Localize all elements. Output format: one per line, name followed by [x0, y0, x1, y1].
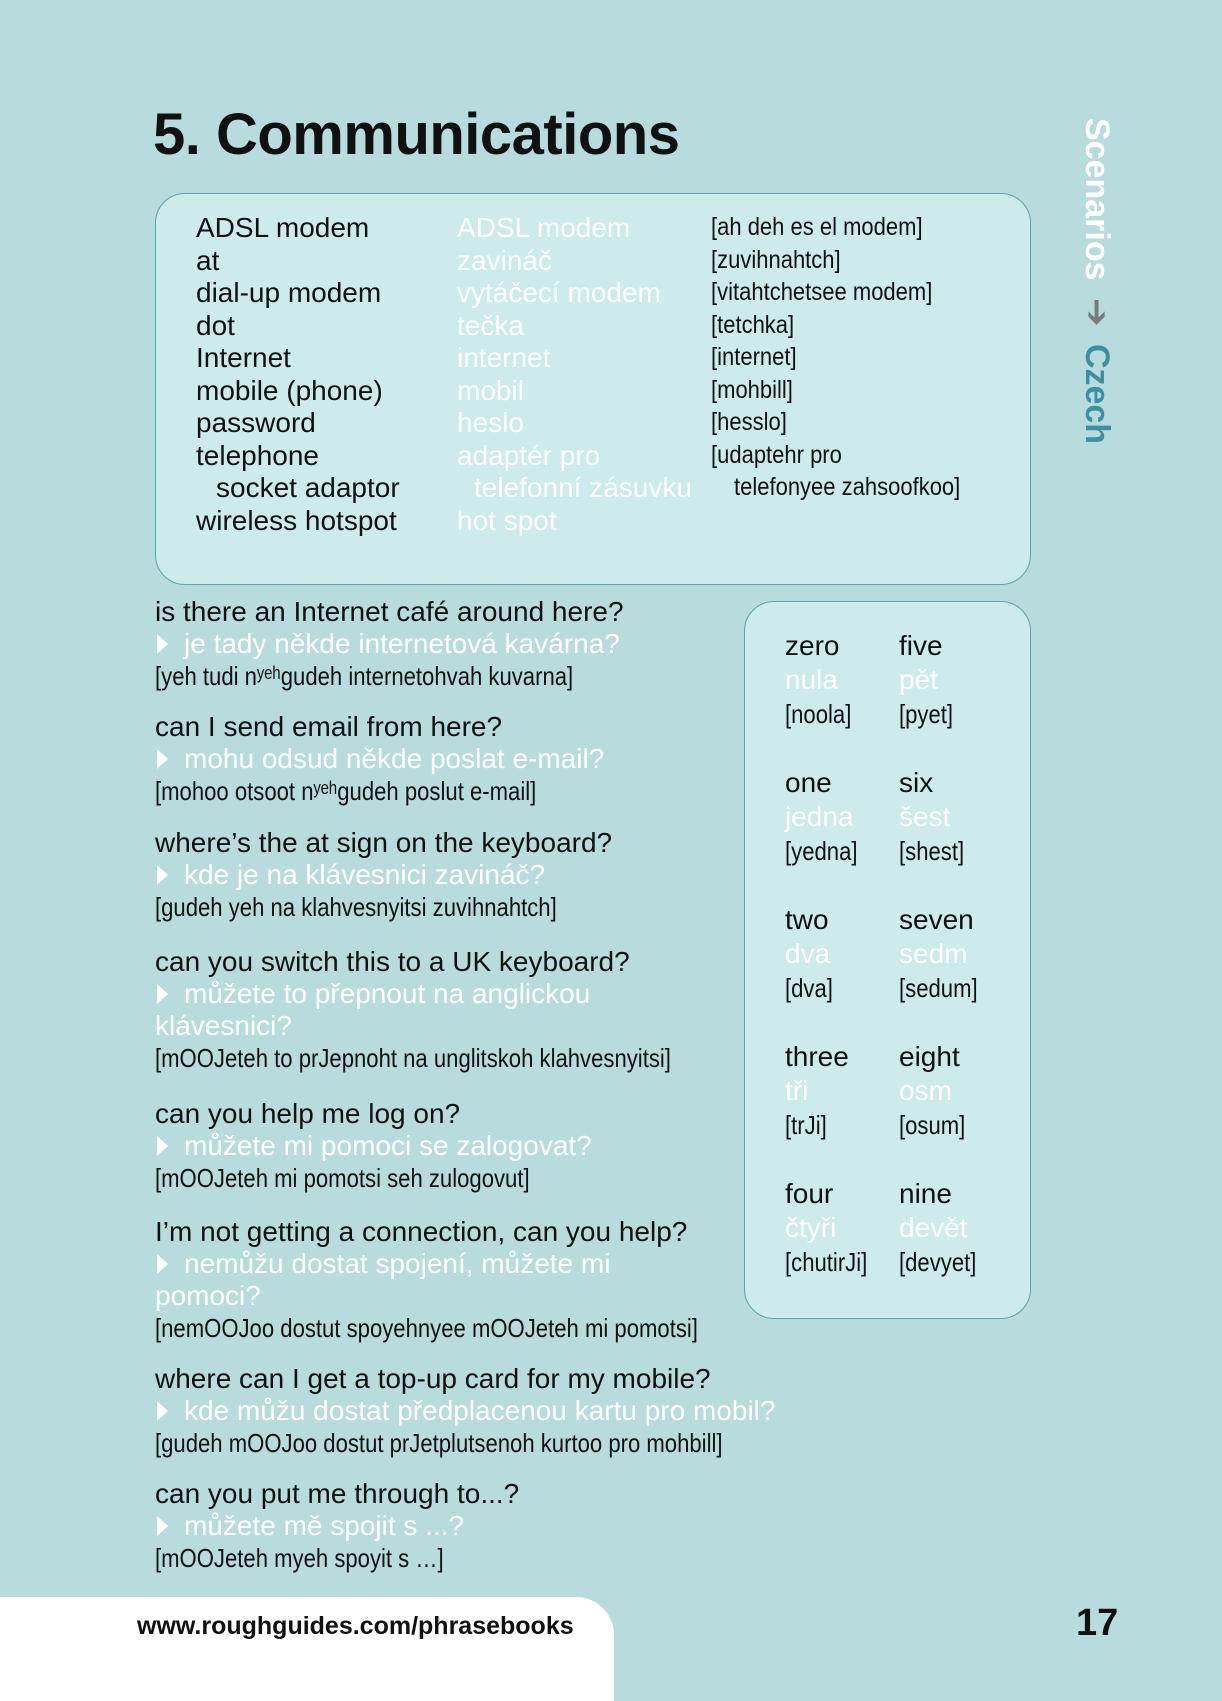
vocab-row	[156, 471, 1030, 504]
number-english: four	[785, 1178, 834, 1209]
vocab-english: dial-up modem	[196, 277, 382, 308]
number-english: nine	[899, 1178, 952, 1209]
language-label: Czech	[1078, 343, 1116, 445]
phrase-item	[155, 1363, 1005, 1459]
phrase-pronunciation: [mOOJeteh myeh spoyit s …]	[155, 1543, 444, 1573]
number-english: six	[899, 767, 934, 798]
number-pronunciation: [shest]	[899, 836, 965, 866]
number-item	[785, 903, 841, 1005]
play-triangle-icon	[157, 865, 168, 885]
vocab-czech: zavináč	[457, 245, 552, 276]
phrase-pronunciation: [mOOJeteh mi pomotsi seh zulogovut]	[155, 1163, 530, 1193]
vocab-row	[156, 504, 1030, 537]
phrase-english: can you help me log on?	[155, 1098, 461, 1129]
number-czech: sedm	[899, 938, 968, 969]
vocab-czech: mobil	[457, 375, 524, 406]
phrase-item	[155, 1478, 755, 1574]
number-pronunciation: [sedum]	[899, 973, 978, 1003]
vocab-english: mobile (phone)	[196, 375, 383, 406]
phrase-english: is there an Internet café around here?	[155, 596, 624, 627]
phrase-english: I’m not getting a connection, can you help?	[155, 1216, 688, 1247]
phrase-item	[155, 1216, 745, 1344]
phrase-item	[155, 946, 755, 1074]
number-czech: devět	[899, 1212, 968, 1243]
number-english: zero	[785, 630, 840, 661]
number-english: three	[785, 1041, 849, 1072]
phrase-item	[155, 596, 755, 692]
vocab-english: wireless hotspot	[196, 505, 397, 536]
phrase-english: where’s the at sign on the keyboard?	[155, 827, 613, 858]
vocab-row	[156, 406, 1030, 439]
play-triangle-icon	[157, 1254, 168, 1274]
number-english: five	[899, 630, 943, 661]
number-item	[899, 766, 976, 868]
vocab-row	[156, 309, 1030, 342]
play-triangle-icon	[157, 1401, 168, 1421]
vocab-pronunciation: [hesslo]	[711, 408, 787, 436]
vocab-pronunciation: [vitahtchetsee modem]	[711, 278, 933, 306]
vocab-czech: hot spot	[457, 505, 557, 536]
vocab-english: telephone	[196, 440, 320, 471]
number-item	[899, 629, 963, 731]
vocab-pronunciation: [internet]	[711, 343, 797, 371]
number-item	[785, 629, 863, 731]
number-english: seven	[899, 904, 974, 935]
phrase-pronunciation: [gudeh mOOJoo dostut prJetplutsenoh kurtoo pro mohbill]	[155, 1428, 723, 1458]
page-title: 5. Communications	[153, 102, 680, 167]
number-czech: čtyři	[785, 1212, 837, 1243]
phrase-english: where can I get a top-up card for my mobile?	[155, 1363, 711, 1394]
play-triangle-icon	[157, 634, 168, 654]
play-triangle-icon	[157, 984, 168, 1004]
number-item	[899, 1177, 990, 1279]
number-czech: jedna	[785, 801, 854, 832]
number-pronunciation: [trJi]	[785, 1110, 827, 1140]
vocab-english: at	[196, 245, 220, 276]
vocab-english: socket adaptor	[216, 472, 400, 503]
vocab-row	[156, 439, 1030, 472]
play-triangle-icon	[157, 1516, 168, 1536]
number-czech: dva	[785, 938, 831, 969]
play-triangle-icon	[157, 749, 168, 769]
phrase-czech: kde je na klávesnici zavináč?	[155, 859, 755, 891]
vocab-pronunciation: [tetchka]	[711, 311, 795, 339]
vocab-pronunciation: [udaptehr pro	[711, 441, 842, 469]
vocab-row	[156, 341, 1030, 374]
vocab-czech: telefonní zásuvku	[474, 472, 692, 503]
phrase-czech-continued: klávesnici?	[155, 1010, 292, 1041]
vocab-english: Internet	[196, 342, 291, 373]
vocab-pronunciation: telefonyee zahsoofkoo]	[734, 473, 961, 501]
number-item	[899, 903, 992, 1005]
number-item	[785, 766, 870, 868]
phrase-item	[155, 827, 755, 923]
vocab-czech: adaptér pro	[457, 440, 601, 471]
section-label: Scenarios	[1078, 118, 1116, 281]
vocab-czech: heslo	[457, 407, 524, 438]
phrase-czech: můžete to přepnout na anglickou	[155, 978, 755, 1010]
number-english: one	[785, 767, 832, 798]
phrase-pronunciation: [gudeh yeh na klahvesnyitsi zuvihnahtch]	[155, 892, 557, 922]
number-czech: nula	[785, 664, 838, 695]
vocab-pronunciation: [mohbill]	[711, 376, 793, 404]
phrase-czech: kde můžu dostat předplacenou kartu pro mobil?	[155, 1395, 1005, 1427]
numbers-box	[744, 601, 1031, 1319]
footer-url-link[interactable]: www.roughguides.com/phrasebooks	[137, 1612, 574, 1640]
number-pronunciation: [devyet]	[899, 1247, 977, 1277]
page-number: 17	[1076, 1602, 1119, 1644]
play-triangle-icon	[157, 1136, 168, 1156]
phrase-czech: můžete mě spojit s ...?	[155, 1510, 755, 1542]
phrase-pronunciation: [yeh tudi nʸᵉʰgudeh internetohvah kuvarna]	[155, 661, 574, 691]
number-item	[899, 1040, 977, 1142]
vocab-row	[156, 276, 1030, 309]
vocab-english: ADSL modem	[196, 212, 370, 243]
phrase-english: can you put me through to...?	[155, 1478, 520, 1509]
number-pronunciation: [noola]	[785, 699, 852, 729]
number-item	[785, 1177, 882, 1279]
number-pronunciation: [yedna]	[785, 836, 858, 866]
number-czech: pět	[899, 664, 938, 695]
number-czech: osm	[899, 1075, 952, 1106]
phrase-item	[155, 1098, 755, 1194]
phrase-pronunciation: [nemOOJoo dostut spoyehnyee mOOJeteh mi pomotsi]	[155, 1313, 698, 1343]
vocab-pronunciation: [ah deh es el modem]	[711, 213, 923, 241]
phrase-czech: je tady někde internetová kavárna?	[155, 628, 755, 660]
phrase-czech: můžete mi pomoci se zalogovat?	[155, 1130, 755, 1162]
phrase-english: can you switch this to a UK keyboard?	[155, 946, 630, 977]
vocabulary-box	[155, 193, 1031, 585]
vocab-czech: vytáčecí modem	[457, 277, 661, 308]
vocab-czech: tečka	[457, 310, 524, 341]
vocab-czech: ADSL modem	[457, 212, 631, 243]
section-tab	[1080, 118, 1114, 444]
phrase-english: can I send email from here?	[155, 711, 503, 742]
number-item	[785, 1040, 849, 1142]
phrase-czech: nemůžu dostat spojení, můžete mi	[155, 1248, 745, 1280]
phrase-czech-continued: pomoci?	[155, 1280, 261, 1311]
vocab-row	[156, 244, 1030, 277]
vocab-czech: internet	[457, 342, 551, 373]
phrase-item	[155, 711, 755, 807]
vocab-english: password	[196, 407, 316, 438]
phrase-pronunciation: [mohoo otsoot nʸᵉʰgudeh poslut e-mail]	[155, 776, 537, 806]
arrow-icon: ➔	[1078, 297, 1116, 327]
vocab-english: dot	[196, 310, 235, 341]
phrase-pronunciation: [mOOJeteh to prJepnoht na unglitskoh klahvesnyitsi]	[155, 1043, 671, 1073]
vocab-row	[156, 374, 1030, 407]
number-czech: šest	[899, 801, 951, 832]
number-english: eight	[899, 1041, 960, 1072]
vocab-row	[156, 211, 1030, 244]
number-pronunciation: [osum]	[899, 1110, 966, 1140]
number-pronunciation: [dva]	[785, 973, 833, 1003]
number-czech: tři	[785, 1075, 809, 1106]
number-english: two	[785, 904, 829, 935]
number-pronunciation: [pyet]	[899, 699, 954, 729]
vocab-pronunciation: [zuvihnahtch]	[711, 246, 841, 274]
phrase-czech: mohu odsud někde poslat e-mail?	[155, 743, 755, 775]
number-pronunciation: [chutirJi]	[785, 1247, 868, 1277]
